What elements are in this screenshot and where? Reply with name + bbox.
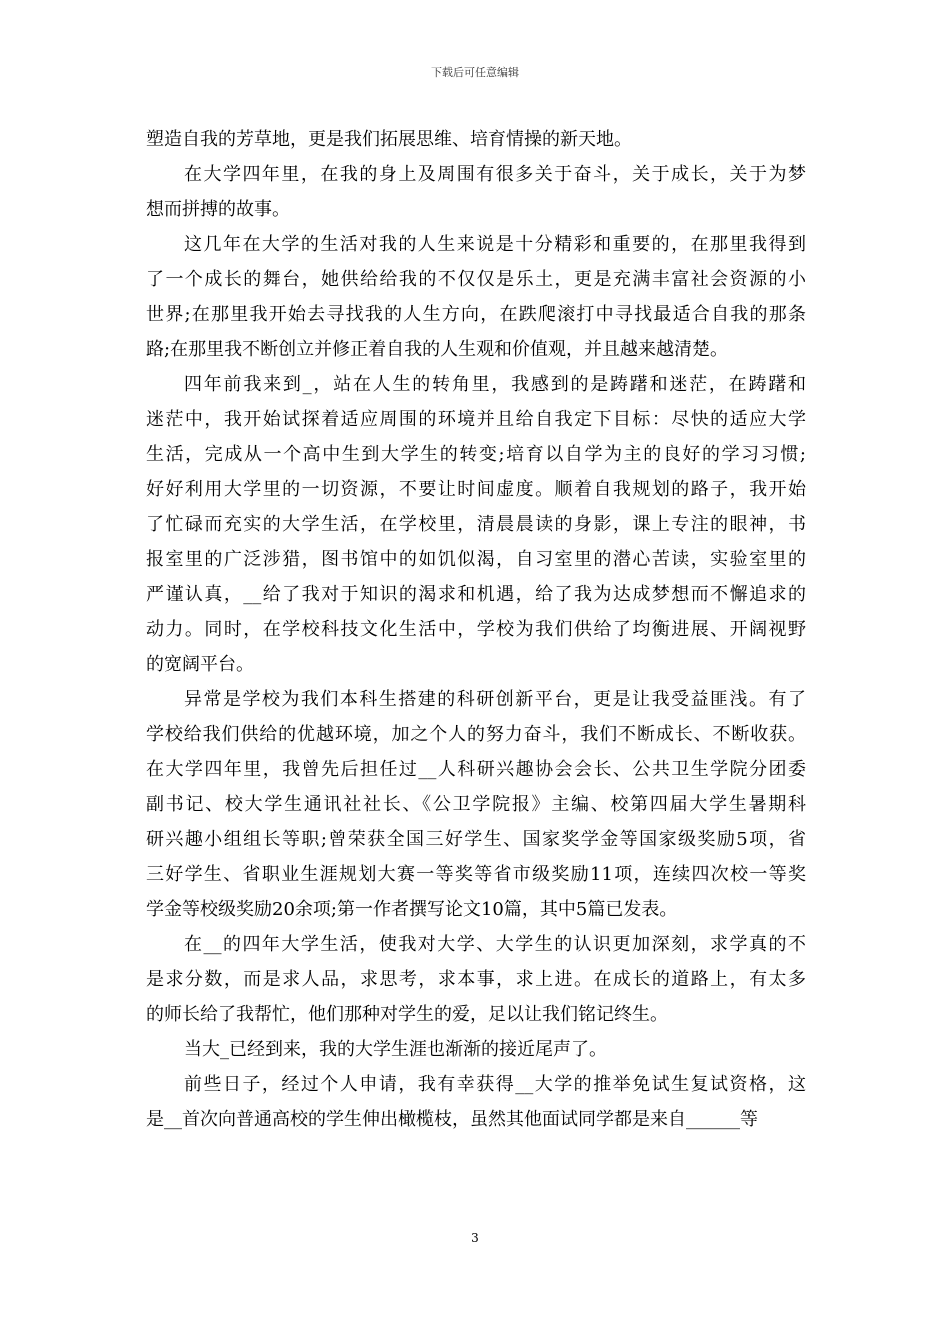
- text-line: 是求分数，而是求人品，求思考，求本事，求上进。在成长的道路上，有太多: [146, 969, 806, 990]
- paragraph: [146, 227, 806, 367]
- text-line: 三好学生、省职业生涯规划大赛一等奖等省市级奖励11项，连续四次校一等奖: [146, 864, 806, 885]
- paragraph: [146, 157, 806, 227]
- paragraph: [146, 1032, 806, 1067]
- text-line: 世界;在那里我开始去寻找我的人生方向，在跌爬滚打中寻找最适合自我的那条: [146, 304, 806, 325]
- text-line: 副书记、校大学生通讯社社长、《公卫学院报》主编、校第四届大学生暑期科: [146, 794, 806, 815]
- text-line: 了忙碌而充实的大学生活，在学校里，清晨晨读的身影，课上专注的眼神，书: [146, 514, 806, 535]
- text-line: 了一个成长的舞台，她供给给我的不仅仅是乐土，更是充满丰富社会资源的小: [146, 269, 806, 290]
- text-line: 异常是学校为我们本科生搭建的科研创新平台，更是让我受益匪浅。有了: [184, 689, 806, 710]
- text-line: 迷茫中，我开始试探着适应周围的环境并且给自我定下目标：尽快的适应大学: [146, 409, 806, 430]
- text-line: 当大_已经到来，我的大学生涯也渐渐的接近尾声了。: [184, 1039, 607, 1060]
- text-line: 生活，完成从一个高中生到大学生的转变;培育以自学为主的良好的学习习惯;: [146, 444, 806, 465]
- paragraph: [146, 682, 806, 927]
- text-line: 好好利用大学里的一切资源，不要让时间虚度。顺着自我规划的路子，我开始: [146, 479, 806, 500]
- page-number: 3: [471, 1231, 479, 1245]
- text-line: 学校给我们供给的优越环境，加之个人的努力奋斗，我们不断成长、不断收获。: [146, 724, 806, 745]
- paragraph: [146, 122, 806, 157]
- text-line: 报室里的广泛涉猎，图书馆中的如饥似渴，自习室里的潜心苦读，实验室里的: [146, 549, 806, 570]
- text-line: 研兴趣小组组长等职;曾荣获全国三好学生、国家奖学金等国家级奖励5项，省: [146, 829, 806, 850]
- page-header: 下载后可任意编辑: [431, 66, 519, 79]
- text-line: 四年前我来到_，站在人生的转角里，我感到的是踌躇和迷茫，在踌躇和: [184, 374, 806, 395]
- text-line: 严谨认真，__给了我对于知识的渴求和机遇，给了我为达成梦想而不懈追求的: [146, 584, 806, 605]
- document-body: [146, 122, 806, 1137]
- paragraph: [146, 367, 806, 682]
- text-line: 的师长给了我帮忙，他们那种对学生的爱，足以让我们铭记终生。: [146, 1004, 668, 1025]
- text-line: 是__首次向普通高校的学生伸出橄榄枝，虽然其他面试同学都是来自______等: [146, 1109, 758, 1130]
- text-line: 想而拼搏的故事。: [146, 199, 290, 220]
- text-line: 动力。同时，在学校科技文化生活中，学校为我们供给了均衡进展、开阔视野: [146, 619, 806, 640]
- text-line: 在__的四年大学生活，使我对大学、大学生的认识更加深刻，求学真的不: [184, 934, 806, 955]
- text-line: 的宽阔平台。: [146, 654, 254, 675]
- text-line: 前些日子，经过个人申请，我有幸获得__大学的推举免试生复试资格，这: [184, 1074, 806, 1095]
- paragraph: [146, 1067, 806, 1137]
- text-line: 在大学四年里，我曾先后担任过__人科研兴趣协会会长、公共卫生学院分团委: [146, 759, 806, 780]
- text-line: 这几年在大学的生活对我的人生来说是十分精彩和重要的，在那里我得到: [184, 234, 806, 255]
- text-line: 学金等校级奖励20余项;第一作者撰写论文10篇，其中5篇已发表。: [146, 899, 678, 920]
- text-line: 路;在那里我不断创立并修正着自我的人生观和价值观，并且越来越清楚。: [146, 339, 729, 360]
- paragraph: [146, 927, 806, 1032]
- text-line: 在大学四年里，在我的身上及周围有很多关于奋斗，关于成长，关于为梦: [184, 164, 806, 185]
- text-line: 塑造自我的芳草地，更是我们拓展思维、培育情操的新天地。: [146, 129, 632, 150]
